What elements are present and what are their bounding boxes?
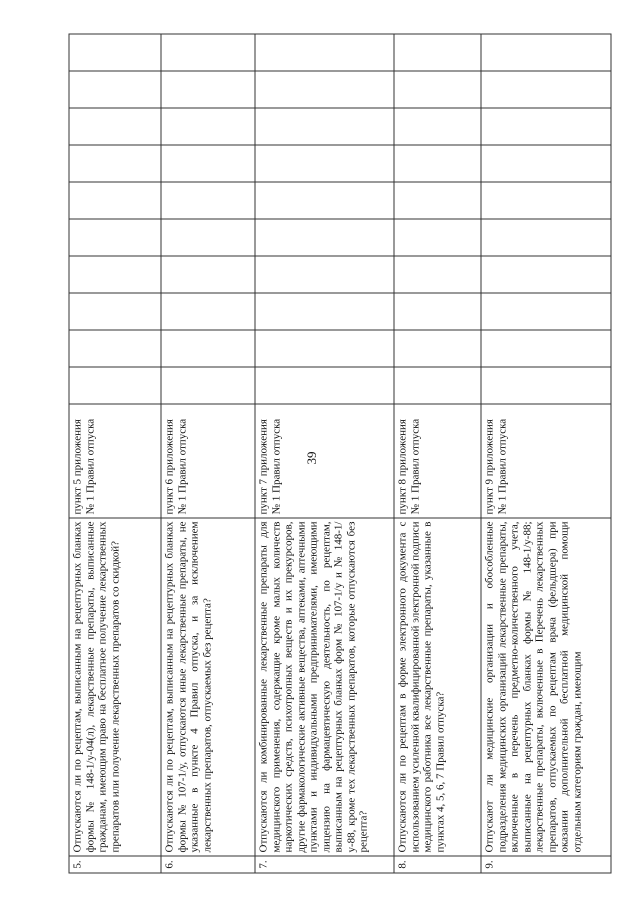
answer-cell[interactable]	[394, 256, 481, 293]
table-row	[69, 34, 161, 873]
question-text: Отпускаются ли по рецептам в форме электронного документа с использованием усиленной квалифицированной электронной подписи медицинского работника все лекарственные препараты, указанные в пунктах 4, 5, 6, 7 Правил отпуска?	[394, 518, 481, 856]
answer-cell[interactable]	[394, 367, 481, 404]
inspection-table	[68, 33, 611, 873]
question-text: Отпускаются ли по рецептам, выписанным на рецептурных бланках формы № 107-1/у, отпускаются иные лекарственные препараты, не указанные в пункте 4 Правил отпуска, и за исключением лекарственных препаратов, отпускаемых без рецепта?	[161, 518, 255, 856]
answer-cell[interactable]	[161, 108, 255, 145]
answer-cell[interactable]	[255, 367, 394, 404]
answer-cell[interactable]	[69, 108, 161, 145]
answer-cell[interactable]	[481, 330, 611, 367]
answer-cell[interactable]	[69, 145, 161, 182]
answer-cell[interactable]	[69, 71, 161, 108]
answer-cell[interactable]	[394, 219, 481, 256]
page-number: 39	[304, 451, 319, 465]
table-row	[481, 34, 611, 873]
answer-cell[interactable]	[69, 330, 161, 367]
answer-cell[interactable]	[161, 182, 255, 219]
table-row	[394, 34, 481, 873]
row-number: 8.	[394, 856, 481, 873]
answer-cell[interactable]	[255, 293, 394, 330]
answer-cell[interactable]	[481, 293, 611, 330]
answer-cell[interactable]	[161, 256, 255, 293]
question-text: Отпускают ли медицинские организации и обособленные подразделения медицинских организаций лекарственные препараты, включенные в перечень предметно-количественного учета, выписанные на рецептурных бланках формы № 148-1/у-88; лекарственные препараты, включенные в Перечень лекарственных препаратов, отпускаемых по рецептам врача (фельдшера) при оказании дополнительной бесплатной медицинской помощи отдельным категориям граждан, имеющим	[481, 518, 611, 856]
answer-cell[interactable]	[394, 330, 481, 367]
answer-cell[interactable]	[394, 182, 481, 219]
answer-cell[interactable]	[255, 34, 394, 71]
answer-cell[interactable]	[481, 182, 611, 219]
answer-cell[interactable]	[255, 108, 394, 145]
answer-cell[interactable]	[255, 330, 394, 367]
answer-cell[interactable]	[161, 34, 255, 71]
answer-cell[interactable]	[161, 219, 255, 256]
answer-cell[interactable]	[161, 293, 255, 330]
table-row	[255, 34, 394, 873]
row-number: 5.	[69, 856, 161, 873]
answer-cell[interactable]	[481, 367, 611, 404]
answer-cell[interactable]	[161, 145, 255, 182]
reference-text: пункт 9 приложения № 1 Правил отпуска	[481, 404, 611, 518]
answer-cell[interactable]	[161, 330, 255, 367]
answer-cell[interactable]	[481, 108, 611, 145]
answer-cell[interactable]	[481, 145, 611, 182]
answer-cell[interactable]	[394, 71, 481, 108]
answer-cell[interactable]	[481, 256, 611, 293]
answer-cell[interactable]	[394, 145, 481, 182]
answer-cell[interactable]	[481, 71, 611, 108]
reference-text: пункт 6 приложения № 1 Правил отпуска	[161, 404, 255, 518]
reference-text: пункт 7 приложения № 1 Правил отпуска	[255, 404, 394, 518]
answer-cell[interactable]	[255, 145, 394, 182]
answer-cell[interactable]	[255, 71, 394, 108]
answer-cell[interactable]	[255, 256, 394, 293]
answer-cell[interactable]	[481, 219, 611, 256]
answer-cell[interactable]	[394, 293, 481, 330]
table-row	[161, 34, 255, 873]
answer-cell[interactable]	[255, 219, 394, 256]
reference-text: пункт 5 приложения № 1 Правил отпуска	[69, 404, 161, 518]
answer-cell[interactable]	[161, 71, 255, 108]
answer-cell[interactable]	[255, 182, 394, 219]
answer-cell[interactable]	[69, 256, 161, 293]
answer-cell[interactable]	[161, 367, 255, 404]
row-number: 7.	[255, 856, 394, 873]
answer-cell[interactable]	[69, 34, 161, 71]
answer-cell[interactable]	[481, 34, 611, 71]
row-number: 9.	[481, 856, 611, 873]
row-number: 6.	[161, 856, 255, 873]
question-text: Отпускаются ли по рецептам, выписанным на рецептурных бланках формы № 148-1/у-04(л), лекарственные препараты, выписанные гражданам, имеющим право на бесплатное получение лекарственных препаратов или получение лекарственных препаратов со скидкой?	[69, 518, 161, 856]
answer-cell[interactable]	[394, 34, 481, 71]
answer-cell[interactable]	[69, 293, 161, 330]
answer-cell[interactable]	[69, 367, 161, 404]
answer-cell[interactable]	[69, 182, 161, 219]
answer-cell[interactable]	[69, 219, 161, 256]
reference-text: пункт 8 приложения № 1 Правил отпуска	[394, 404, 481, 518]
question-text: Отпускаются ли комбинированные лекарственные препараты для медицинского применения, содержащие кроме малых количеств наркотических средств, психотропных веществ и их прекурсоров, другие фармакологические активные вещества, аптеками, аптечными пунктами и индивидуальными предпринимателями, имеющими лицензию на фармацевтическую деятельность, по рецептам, выписанным на рецептурных бланках форм № 107-1/у и № 148-1/у-88, кроме тех лекарственных препаратов, которые отпускаются без рецепта?	[255, 518, 394, 856]
answer-cell[interactable]	[394, 108, 481, 145]
